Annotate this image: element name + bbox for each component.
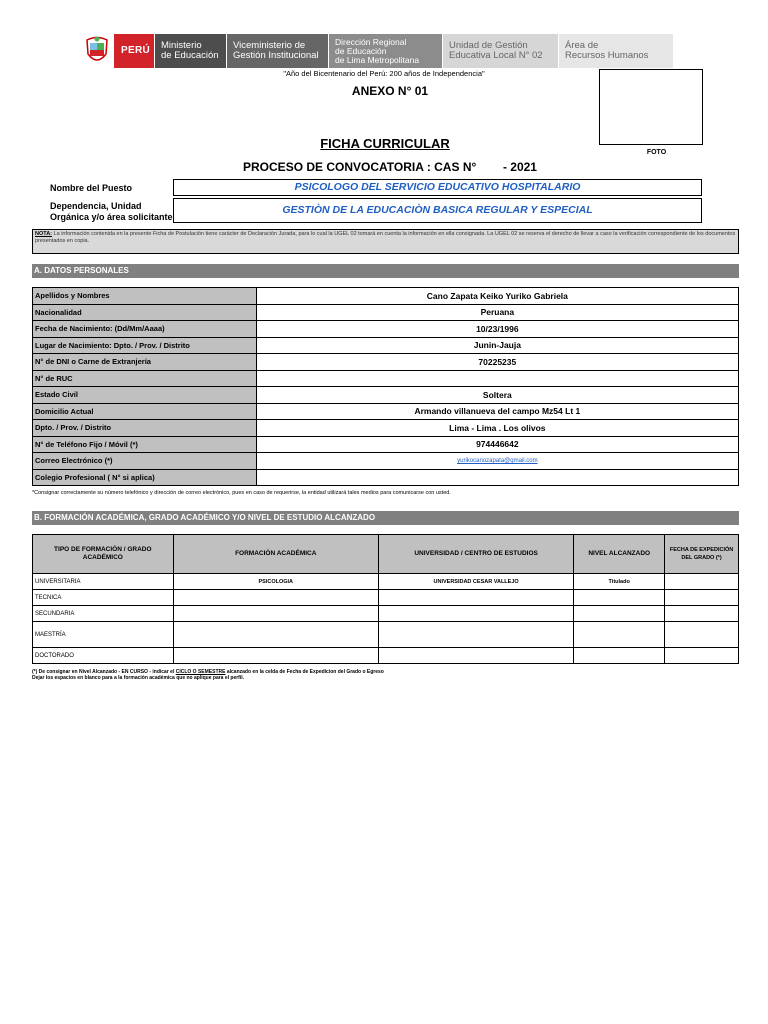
peru-brand: PERÚ: [114, 34, 154, 68]
section-datos-personales: A. DATOS PERSONALES: [32, 264, 739, 278]
dependencia-label-2: Orgánica y/o área solicitante: [50, 212, 173, 222]
row-label: Colegio Profesional ( N° si aplica): [33, 469, 257, 486]
table-row: [33, 288, 739, 305]
puesto-field[interactable]: PSICOLOGO DEL SERVICIO EDUCATIVO HOSPITALARIO: [173, 179, 702, 196]
header-banner: [80, 34, 673, 68]
tipo-cell: TECNICA: [33, 590, 174, 606]
fecha-cell[interactable]: [665, 574, 739, 590]
row-label: N° de RUC: [33, 370, 257, 387]
photo-box: [599, 69, 703, 145]
estado-civil-field[interactable]: Soltera: [256, 387, 738, 404]
table-header-row: [33, 535, 739, 574]
table-row: [33, 648, 739, 664]
table-row: [33, 304, 739, 321]
section-formacion: B. FORMACIÓN ACADÉMICA, GRADO ACADÉMICO Y/O NIVEL DE ESTUDIO ALCANZADO: [32, 511, 739, 525]
email-link[interactable]: yurikocanozapata@gmail.com: [256, 453, 738, 470]
row-label: Estado Civil: [33, 387, 257, 404]
row-label: Domicilio Actual: [33, 403, 257, 420]
dni-field[interactable]: 70225235: [256, 354, 738, 371]
viceministerio-label: Viceministerio de Gestión Institucional: [226, 34, 328, 68]
domicilio-field[interactable]: Armando villanueva del campo Mz54 Lt 1: [256, 403, 738, 420]
col-header-nivel: NIVEL ALCANZADO: [574, 535, 665, 574]
nacionalidad-field[interactable]: Peruana: [256, 304, 738, 321]
universidad-cell[interactable]: UNIVERSIDAD CESAR VALLEJO: [378, 574, 573, 590]
formacion-cell[interactable]: [173, 622, 378, 648]
row-label: N° de DNI o Carne de Extranjería: [33, 354, 257, 371]
nivel-cell[interactable]: [574, 606, 665, 622]
tipo-cell: SECUNDARIA: [33, 606, 174, 622]
puesto-label: Nombre del Puesto: [50, 183, 133, 193]
table-row: [33, 403, 739, 420]
row-label: Correo Electrónico (*): [33, 453, 257, 470]
dependencia-field[interactable]: GESTIÒN DE LA EDUCACIÒN BASICA REGULAR Y ESPECIAL: [173, 198, 702, 223]
universidad-cell[interactable]: [378, 622, 573, 648]
datos-personales-note: *Consignar correctamente su número telefónico y dirección de correo electrónico, pues en caso de requerirse, la entidad utilizará tales medios para comunicarse con usted.: [32, 490, 451, 496]
nota-label: NOTA:: [35, 231, 53, 237]
fecha-cell[interactable]: [665, 590, 739, 606]
dependencia-label-1: Dependencia, Unidad: [50, 201, 142, 211]
lema-text: "Año del Bicentenario del Perú: 200 años de Independencia": [283, 69, 485, 78]
direccion-label: Dirección Regional de Educación de Lima Metropolitana: [328, 34, 442, 68]
page-title: FICHA CURRICULAR: [320, 136, 450, 151]
ugel-label: Unidad de Gestión Educativa Local N° 02: [442, 34, 558, 68]
table-row: [33, 606, 739, 622]
ministerio-label: Ministerio de Educación: [154, 34, 226, 68]
row-label: Apellidos y Nombres: [33, 288, 257, 305]
tipo-cell: DOCTORADO: [33, 648, 174, 664]
ruc-field[interactable]: [256, 370, 738, 387]
universidad-cell[interactable]: [378, 590, 573, 606]
table-row: [33, 436, 739, 453]
row-label: Nacionalidad: [33, 304, 257, 321]
table-row: [33, 420, 739, 437]
formacion-cell[interactable]: [173, 606, 378, 622]
photo-label: FOTO: [646, 149, 667, 156]
table-row: [33, 370, 739, 387]
col-header-universidad: UNIVERSIDAD / CENTRO DE ESTUDIOS: [378, 535, 573, 574]
table-row: [33, 453, 739, 470]
formacion-table: [32, 534, 739, 664]
anexo-title: ANEXO N° 01: [351, 84, 429, 98]
datos-personales-table: [32, 287, 739, 486]
nota-box: [32, 229, 739, 254]
fecha-cell[interactable]: [665, 648, 739, 664]
proceso-title: PROCESO DE CONVOCATORIA : CAS N° - 2021: [243, 160, 537, 174]
table-row: [33, 321, 739, 338]
distrito-field[interactable]: Lima - Lima . Los olivos: [256, 420, 738, 437]
colegio-field[interactable]: [256, 469, 738, 486]
col-header-fecha: FECHA DE EXPEDICIÓN DEL GRADO (*): [665, 535, 739, 574]
telefono-field[interactable]: 974446642: [256, 436, 738, 453]
table-row: [33, 337, 739, 354]
row-label: Dpto. / Prov. / Distrito: [33, 420, 257, 437]
universidad-cell[interactable]: [378, 648, 573, 664]
nivel-cell[interactable]: [574, 622, 665, 648]
table-row: [33, 590, 739, 606]
nota-text: La información contenida en la presente Ficha de Postulación tiene carácter de Declaración Jurada, para lo cual la UGEL 02 tomará en cuenta la información en ella consignada. La UGEL 02 se reserva el derecho de llevar a caso la verificación correspondiente de los documentos presentados en copia.: [35, 231, 736, 244]
tipo-cell: UNIVERSITARIA: [33, 574, 174, 590]
fecha-nacimiento-field[interactable]: 10/23/1996: [256, 321, 738, 338]
universidad-cell[interactable]: [378, 606, 573, 622]
row-label: Lugar de Nacimiento: Dpto. / Prov. / Distrito: [33, 337, 257, 354]
area-label: Área de Recursos Humanos: [558, 34, 673, 68]
fecha-cell[interactable]: [665, 622, 739, 648]
nivel-cell[interactable]: [574, 590, 665, 606]
formacion-cell[interactable]: PSICOLOGIA: [173, 574, 378, 590]
row-label: N° de Teléfono Fijo / Móvil (*): [33, 436, 257, 453]
nivel-cell[interactable]: Titulado: [574, 574, 665, 590]
coat-of-arms-icon: [80, 34, 114, 68]
formacion-cell[interactable]: [173, 648, 378, 664]
table-row: [33, 574, 739, 590]
table-row: [33, 469, 739, 486]
apellidos-field[interactable]: Cano Zapata Keiko Yuriko Gabriela: [256, 288, 738, 305]
col-header-tipo: TIPO DE FORMACIÓN / GRADO ACADÉMICO: [33, 535, 174, 574]
col-header-formacion: FORMACIÓN ACADÉMICA: [173, 535, 378, 574]
nivel-cell[interactable]: [574, 648, 665, 664]
table-row: [33, 622, 739, 648]
table-row: [33, 387, 739, 404]
table-row: [33, 354, 739, 371]
row-label: Fecha de Nacimiento: (Dd/Mm/Aaaa): [33, 321, 257, 338]
formacion-note: (*) De consignar en Nivel Alcanzado - EN CURSO - indicar el CICLO O SEMESTRE alcanzado en la celda de Fecha de Expedicion del Grado o Egreso Dejar los espacios en blanco para a la formación académica que no aplique para el perfil.: [32, 669, 384, 681]
tipo-cell: MAESTRÍA: [33, 622, 174, 648]
fecha-cell[interactable]: [665, 606, 739, 622]
lugar-nacimiento-field[interactable]: Junin-Jauja: [256, 337, 738, 354]
formacion-cell[interactable]: [173, 590, 378, 606]
